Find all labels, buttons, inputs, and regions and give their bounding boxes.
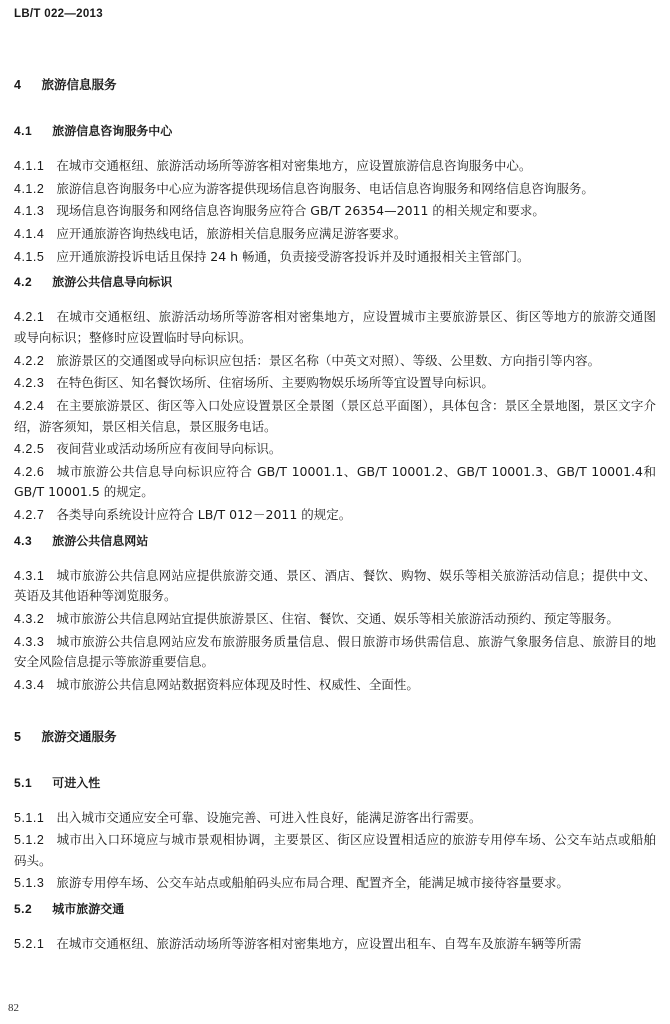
section-heading — [14, 722, 656, 752]
clause-number: 4.2.6 — [14, 464, 45, 479]
clause — [14, 675, 656, 696]
subsection-number: 4.2 — [14, 275, 33, 290]
clause-text: 在特色街区、知名餐饮场所、住宿场所、主要购物娱乐场所等宜设置导向标识。 — [56, 375, 494, 391]
clause — [14, 439, 656, 460]
subsection-heading — [14, 269, 656, 295]
clause — [14, 830, 656, 871]
clause-number: 4.1.1 — [14, 159, 45, 173]
clause-number: 4.1.2 — [14, 181, 45, 196]
clause — [14, 609, 656, 630]
clause — [14, 462, 656, 503]
clause — [14, 934, 656, 955]
subsection-title: 旅游公共信息网站 — [52, 533, 149, 548]
subsection-title: 可进入性 — [52, 775, 101, 790]
clause-number: 4.2.4 — [14, 399, 45, 413]
clause-number: 5.2.1 — [14, 937, 45, 952]
section-title: 旅游信息服务 — [41, 77, 117, 92]
page-number: 82 — [8, 1002, 19, 1014]
section-number: 4 — [14, 78, 22, 92]
clause-text: 城市旅游公共信息网站数据资料应体现及时性、权威性、全面性。 — [56, 676, 419, 692]
clause — [14, 201, 656, 222]
subsection-number: 5.2 — [14, 902, 33, 917]
clause — [14, 179, 656, 200]
clause-number: 4.2.1 — [14, 310, 45, 325]
clause — [14, 247, 656, 268]
clause — [14, 307, 656, 348]
clause-text: 城市旅游公共信息网站宜提供旅游景区、住宿、餐饮、交通、娱乐等相关旅游活动预约、预定等服务。 — [56, 610, 619, 626]
clause-text: 出入城市交通应安全可靠、设施完善、可进入性良好，能满足游客出行需要。 — [56, 809, 482, 825]
clause — [14, 873, 656, 894]
clause-number: 4.2.7 — [14, 508, 45, 523]
clause — [14, 396, 656, 437]
clause-text: 城市旅游公共信息网站应提供旅游交通、景区、酒店、餐饮、购物、娱乐等相关旅游活动信息；提供中文、英语及其他语种等浏览服务。 — [14, 567, 656, 604]
section-number: 5 — [14, 729, 22, 744]
clause-text: 旅游专用停车场、公交车站点或船舶码头应布局合理、配置齐全，能满足城市接待容量要求。 — [56, 875, 569, 891]
subsection-title: 旅游信息咨询服务中心 — [52, 124, 173, 138]
clause-number: 4.2.2 — [14, 353, 45, 368]
clause-number: 4.1.3 — [14, 204, 45, 219]
subsection-title: 城市旅游交通 — [52, 902, 125, 917]
clause — [14, 373, 656, 394]
clause-number: 4.1.4 — [14, 227, 45, 242]
clause — [14, 566, 656, 607]
clause-text: 各类导向系统设计应符合 LB/T 012－2011 的规定。 — [56, 507, 352, 523]
clause-text: 应开通旅游咨询热线电话，旅游相关信息服务应满足游客要求。 — [56, 226, 407, 242]
clause-number: 4.3.2 — [14, 611, 45, 626]
clause-number: 5.1.2 — [14, 833, 45, 848]
clause-number: 4.3.1 — [14, 568, 45, 583]
subsection-title: 旅游公共信息导向标识 — [52, 275, 173, 290]
clause-text: 在城市交通枢纽、旅游活动场所等游客相对密集地方，应设置出租车、自驾车及旅游车辆等所需 — [56, 936, 582, 952]
clause-text: 旅游信息咨询服务中心应为游客提供现场信息咨询服务、电话信息咨询服务和网络信息咨询服务。 — [56, 180, 594, 196]
section-heading — [14, 70, 656, 100]
clause-text: 在主要旅游景区、街区等入口处应设置景区全景图（景区总平面图），具体包含：景区全景地图，景区文字介绍，游客须知，景区相关信息，景区服务电话。 — [14, 398, 656, 434]
subsection-number: 5.1 — [14, 775, 33, 790]
subsection-heading — [14, 770, 656, 796]
clause — [14, 156, 656, 177]
clause-number: 4.2.5 — [14, 442, 45, 457]
subsection-heading — [14, 118, 656, 144]
clause-text: 城市旅游公共信息网站应发布旅游服务质量信息、假日旅游市场供需信息、旅游气象服务信息、旅游目的地安全风险信息提示等旅游重要信息。 — [14, 633, 656, 670]
clause-text: 在城市交通枢纽、旅游活动场所等游客相对密集地方，应设置城市主要旅游景区、街区等地方的旅游交通图或导向标识；整修时应设置临时导向标识。 — [14, 309, 656, 345]
document-body — [14, 70, 656, 957]
clause-text: 现场信息咨询服务和网络信息咨询服务应符合 GB/T 26354—2011 的相关规定和要求。 — [56, 203, 545, 219]
clause — [14, 351, 656, 372]
clause-text: 在城市交通枢纽、旅游活动场所等游客相对密集地方，应设置旅游信息咨询服务中心。 — [56, 158, 532, 173]
clause-text: 城市出入口环境应与城市景观相协调，主要景区、街区应设置相适应的旅游专用停车场、公交车站点或船舶码头。 — [14, 832, 656, 868]
clause-text: 旅游景区的交通图或导向标识应包括：景区名称（中英文对照）、等级、公里数、方向指引等内容。 — [56, 352, 601, 368]
clause-number: 4.3.3 — [14, 634, 45, 649]
clause — [14, 808, 656, 829]
subsection-heading — [14, 528, 656, 554]
clause-text: 城市旅游公共信息导向标识应符合 GB/T 10001.1、GB/T 10001.2、GB/T 10001.3、GB/T 10001.4和 GB/T 10001.5 的规定。 — [14, 463, 656, 500]
clause-text: 应开通旅游投诉电话且保持 24 h 畅通，负责接受游客投诉并及时通报相关主管部门。 — [56, 248, 530, 264]
clause — [14, 505, 656, 526]
subsection-number: 4.3 — [14, 533, 33, 548]
clause-text: 夜间营业或活动场所应有夜间导向标识。 — [56, 441, 282, 457]
section-title: 旅游交通服务 — [41, 728, 117, 744]
subsection-number: 4.1 — [14, 124, 33, 138]
clause — [14, 224, 656, 245]
clause-number: 4.3.4 — [14, 677, 45, 692]
clause — [14, 632, 656, 673]
subsection-heading — [14, 896, 656, 922]
clause-number: 4.2.3 — [14, 376, 45, 391]
clause-number: 5.1.1 — [14, 810, 45, 825]
clause-number: 4.1.5 — [14, 249, 45, 264]
clause-number: 5.1.3 — [14, 876, 45, 891]
standard-code-header: LB/T 022—2013 — [14, 8, 103, 20]
